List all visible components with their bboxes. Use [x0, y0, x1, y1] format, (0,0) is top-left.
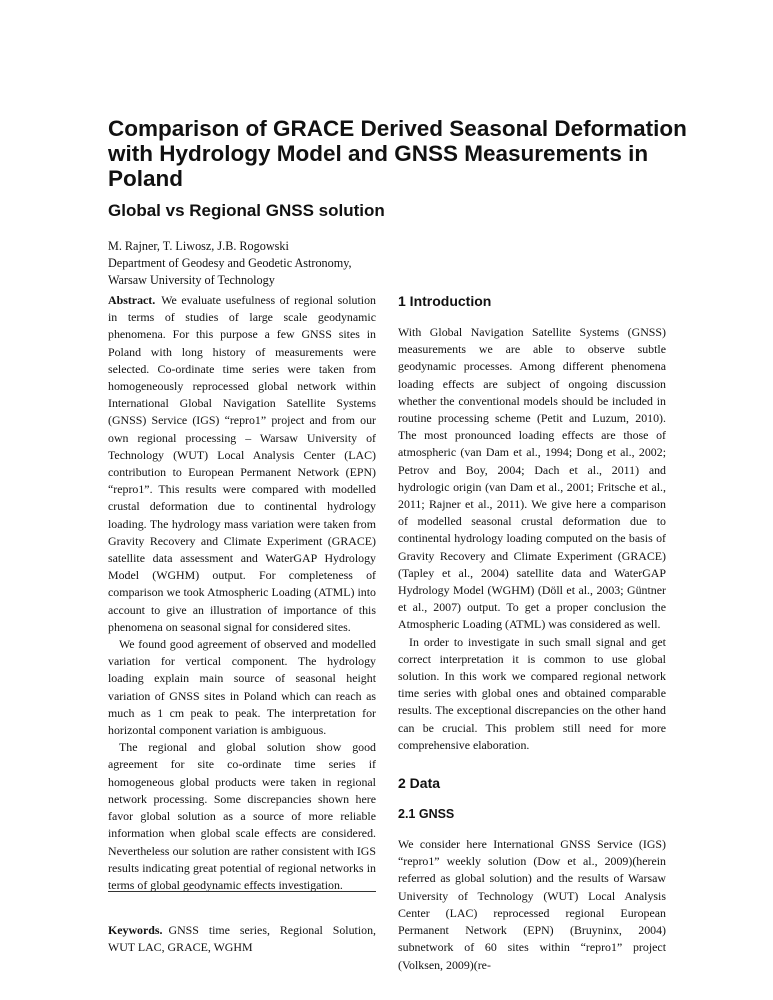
footnote-rule — [108, 891, 376, 892]
paper-subtitle: Global vs Regional GNSS solution — [108, 201, 385, 220]
keywords-paragraph — [108, 922, 376, 956]
left-column — [108, 292, 376, 957]
abstract-paragraph-1 — [108, 292, 376, 636]
affiliation-line-1: Department of Geodesy and Geodetic Astronomy, — [108, 256, 352, 270]
gnss-paragraph-1: We consider here International GNSS Service (IGS) “repro1” weekly solution (Dow et al., 2009)(herein referred as global solution) and the results of Warsaw University of Technology (WUT) Local Analysis Center (LAC) reprocessed regional European Permanent Network (EPN) (Bruyninx, 2004) subnetwork of 60 sites within “repro1” project (Volksen, 2009)(re- — [398, 837, 666, 972]
keywords-text: GNSS time series, Regional Solution, WUT LAC, GRACE, WGHM — [108, 923, 376, 955]
section-heading-data: 2 Data — [398, 775, 441, 792]
intro-paragraph-1: With Global Navigation Satellite Systems (GNSS) measurements we are able to observe subtle geodynamic processes. Among different phenomena loading effects are subject of ongoing discussion whether the conventional models should be included in routine processing scheme (Petit and Luzum, 2010). The most pronounced loading effects are those of atmospheric (van Dam et al., 1994; Dong et al., 2002; Petrov and Boy, 2004; Dach et al., 2011) and hydrologic origin (van Dam et al., 2001; Fritsche et al., 2011; Rajner et al., 2011). We give here a comparison of modelled seasonal crustal deformation due to continental hydrology loading computed on the basis of Gravity Recovery and Climate Experiment (GRACE) (Tapley et al., 2004) satellite data and WaterGAP Hydrology Model (WGHM) (Döll et al., 2003; Güntner et al., 2007) output. To get a proper conclusion the Atmospheric Loading (ATML) was considered as well. — [398, 325, 666, 632]
author-names: M. Rajner, T. Liwosz, J.B. Rogowski — [108, 239, 289, 253]
author-block — [108, 238, 408, 289]
abstract-paragraph-2: We found good agreement of observed and modelled variation for vertical component. The hydrology loading explain main source of seasonal height variation of GNSS sites in Poland which can reach as much as 1 cm peak to peak. The interpretation for horizontal component variation is ambiguous. — [108, 637, 376, 738]
paper-title: Comparison of GRACE Derived Seasonal Deformation with Hydrology Model and GNSS Measurements in Poland — [108, 116, 687, 191]
subsection-heading-gnss: 2.1 GNSS — [398, 807, 455, 822]
abstract-label: Abstract. — [108, 293, 156, 307]
right-column — [398, 292, 666, 974]
keywords-label: Keywords. — [108, 923, 163, 938]
abstract-paragraph-3: The regional and global solution show good agreement for site co-ordinate time series if homogeneous global products were taken in regional network processing. Some discrepancies shown here favor global solution as a source of more reliable information when global scale effects are considered. Nevertheless our solution are rather consistent with IGS results indicating great potential of regional networks in terms of global geodynamic effects investigation. — [108, 740, 376, 892]
abstract-text-1: We evaluate usefulness of regional solution in terms of studies of large scale geodynamic phenomena. For this purpose a few GNSS sites in Poland with long history of measurements were selected. Co-ordinate time series were taken from homogeneously reprocessed global network within International Global Navigation Satellite Systems (GNSS) Service (IGS) “repro1” project and from our own regional processing – Warsaw University of Technology (WUT) Local Analysis Center (LAC) contribution to European Permanent Network (EPN) “repro1”. This results were compared with modelled crustal deformation due to continental hydrology loading. The hydrology mass variation were taken from Gravity Recovery and Climate Experiment (GRACE) satellite data assessment and WaterGAP Hydrology Model (WGHM) output. For completeness of comparison we took Atmospheric Loading (ATML) into account to give an illustration of importance of this phenomena on seasonal signal for considered sites. — [108, 293, 376, 634]
intro-paragraph-2: In order to investigate in such small signal and get correct interpretation it is common to use global solution. In this work we compared regional network time series with global ones and obtained comparable results. The exceptional discrepancies on the other hand can be crucial. This problem still need for more comprehensive elaboration. — [398, 634, 666, 752]
affiliation-line-2: Warsaw University of Technology — [108, 273, 275, 287]
section-heading-introduction: 1 Introduction — [398, 293, 492, 309]
